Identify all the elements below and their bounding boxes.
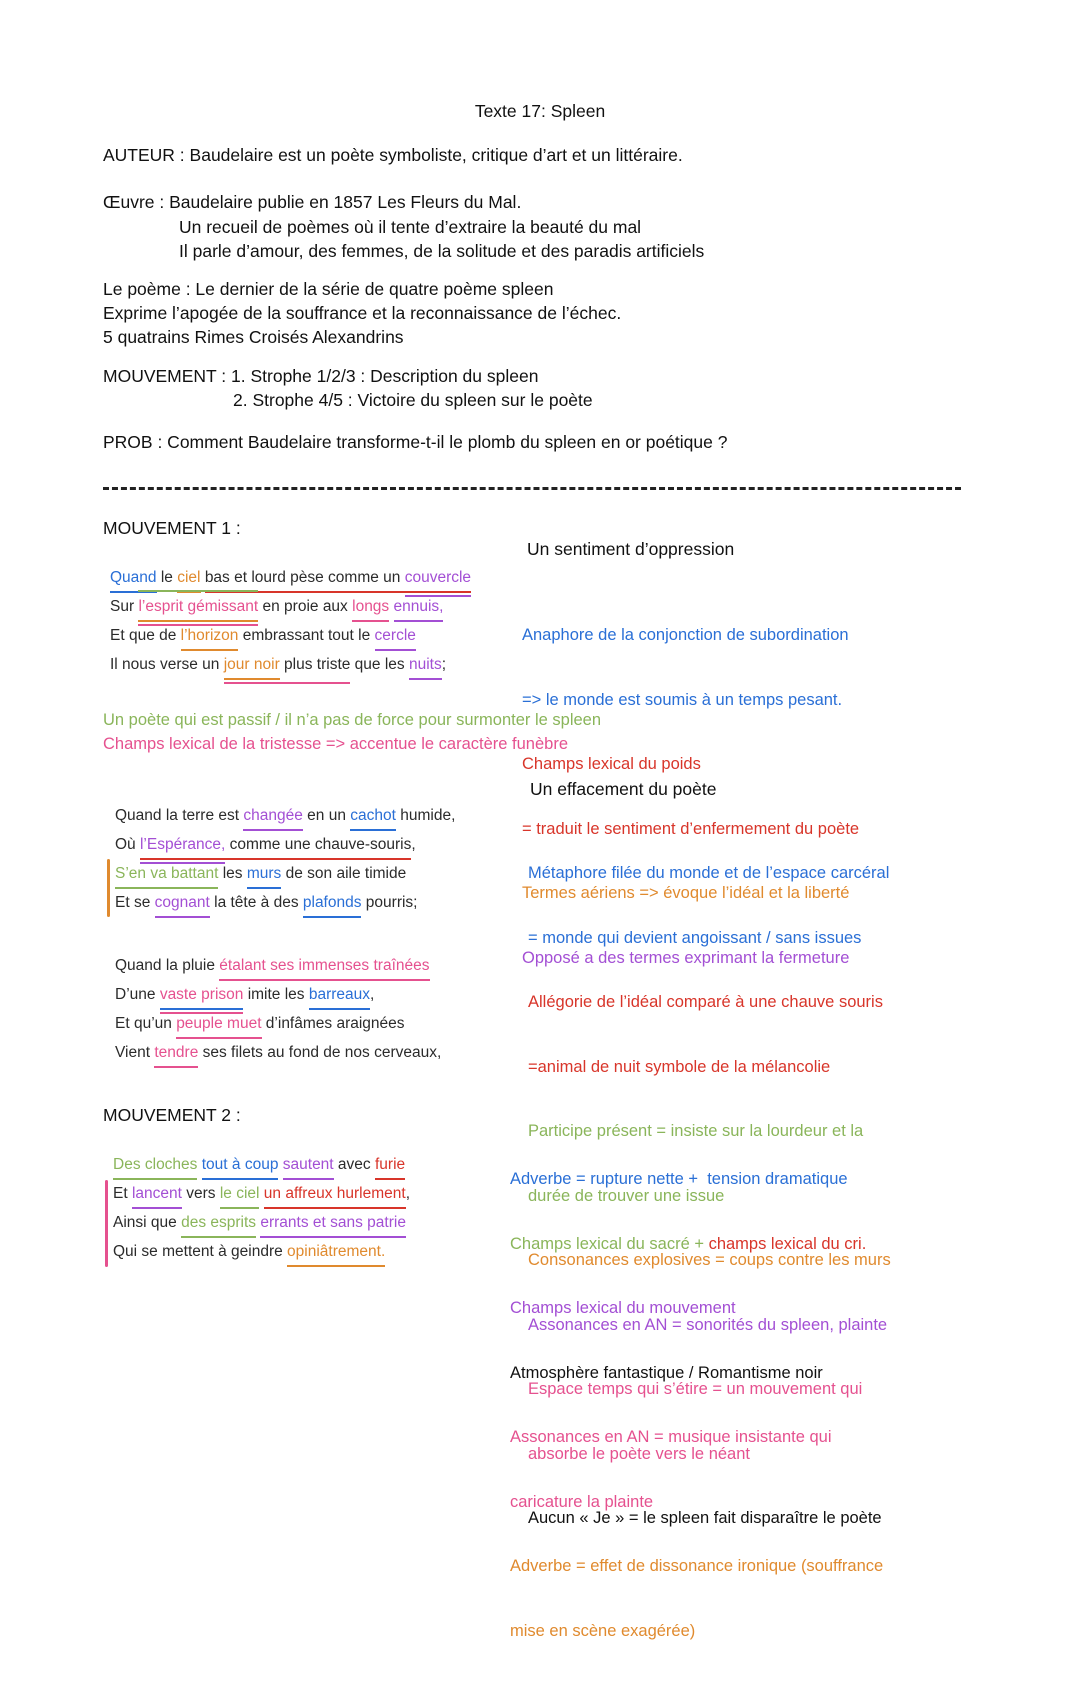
mouvement-plan-line-2: 2. Strophe 4/5 : Victoire du spleen sur le poète (233, 390, 593, 410)
poem-text: Et (113, 1185, 132, 1202)
poem-text: en proie aux (258, 598, 353, 615)
annotation-line: Assonances en AN = sonorités du spleen, plainte (528, 1315, 888, 1334)
poem-phrase-sen-va-battant: S’en va battant (115, 859, 218, 888)
poem-text: D’une (115, 986, 160, 1003)
annotation-line: durée de trouver une issue (528, 1186, 725, 1205)
poem-text: pourris; (361, 894, 418, 911)
poem-text: Ainsi que (113, 1214, 182, 1231)
poem-word-furie: furie (375, 1150, 405, 1179)
poem-word-longs: longs (352, 592, 389, 621)
poem-text: Et se (115, 894, 155, 911)
poem-text: plus triste (279, 656, 351, 673)
poem-text: , (411, 836, 416, 853)
annotation-line: Espace temps qui s’étire = un mouvement qui (528, 1380, 863, 1398)
mouvement-1-heading: MOUVEMENT 1 : (103, 518, 241, 538)
note-line-tristesse: Champs lexical de la tristesse => accentue le caractère funèbre (103, 735, 568, 753)
poem-phrase-esprit-gemissant (138, 592, 258, 621)
margin-bracket-orange (107, 859, 110, 917)
poem-text: imite les (243, 986, 309, 1003)
problematique-line: PROB : Comment Baudelaire transforme-t-il le plomb du spleen en or poétique ? (103, 432, 728, 452)
annotation-line: Participe présent = insiste sur la lourdeur et la (528, 1122, 864, 1140)
poem-word-horizon: l’horizon (181, 621, 239, 650)
poem-word-quand: Quand (110, 563, 157, 592)
poem-word-changee: changée (243, 801, 302, 830)
poem-word-jour-noir: jour noir (224, 650, 280, 679)
poem-line (110, 621, 471, 650)
poem-underline-green (138, 592, 258, 621)
poem-word-nuits: nuits (409, 650, 442, 679)
poem-word-ennuis: ennuis, (394, 592, 444, 621)
poem-word-couvercle: couvercle (405, 563, 471, 592)
annotation-line: = traduit le sentiment d’enfermement du poète (522, 819, 860, 838)
poem-text: bas et lourd pèse comme un (204, 569, 405, 586)
poem-word-opiniatrement: opiniâtrement. (287, 1237, 385, 1266)
poem-phrase-des-esprits: des esprits (181, 1208, 256, 1237)
poem-line (115, 1009, 441, 1038)
poem-text: comme une chauve-souris (225, 836, 412, 853)
annotation-line: absorbe le poète vers le néant (528, 1444, 750, 1463)
poem-text: ses filets au fond de nos cerveaux, (198, 1044, 442, 1061)
annotation-line: Métaphore filée du monde et de l’espace carcéral (528, 864, 890, 882)
poem-line (113, 1237, 410, 1266)
poem-phrase-affreux-hurlement: un affreux hurlement (264, 1179, 406, 1208)
poem-phrase-des-cloches: Des cloches (113, 1150, 197, 1179)
annotation-line: Anaphore de la conjonction de subordination (522, 626, 849, 644)
margin-bracket-pink (105, 1180, 108, 1267)
poem-phrase-le-ciel: le ciel (220, 1179, 260, 1208)
document-title: Texte 17: Spleen (474, 101, 606, 121)
mouvement-2-heading: MOUVEMENT 2 : (103, 1105, 241, 1125)
poem-line (115, 801, 455, 830)
oeuvre-line-2: Un recueil de poèmes où il tente d’extraire la beauté du mal (179, 217, 642, 237)
annotation-block-mouvement2 (510, 1126, 883, 1685)
poem-text: les (218, 865, 247, 882)
annotation-fragment-cri: champs lexical du cri. (708, 1234, 867, 1253)
annotation-line: Termes aériens => évoque l’idéal et la liberté (522, 884, 850, 902)
poem-word-tendre: tendre (154, 1038, 198, 1067)
poem-stanza-3 (115, 951, 441, 1067)
poem-word-murs: murs (247, 859, 281, 888)
poem-phrase-peuple-muet: peuple muet (176, 1009, 261, 1038)
annotation-fragment-sacre: Champs lexical du sacré + (510, 1234, 709, 1253)
poem-text: Qui se mettent à geindre (113, 1243, 288, 1260)
annotation-line: Atmosphère fantastique / Romantisme noir (510, 1363, 823, 1382)
poem-text: Où (115, 836, 140, 853)
annotation-line: Adverbe = effet de dissonance ironique (souffrance (510, 1557, 884, 1575)
poem-line (113, 1179, 410, 1208)
annotation-line: Assonances en AN = musique insistante qui (510, 1428, 832, 1446)
poem-word-cognant: cognant (155, 888, 210, 917)
section-divider (103, 487, 961, 490)
poem-text: embrassant tout le (238, 627, 375, 644)
poem-text: d’infâmes araignées (261, 1015, 405, 1032)
poem-text: Sur (110, 598, 139, 615)
poem-word-cercle: cercle (375, 621, 416, 650)
poem-phrase-chauve-souris (140, 830, 411, 859)
poem-line (115, 980, 441, 1009)
poem-phrase-etalant-trainees: étalant ses immenses traînées (219, 951, 429, 980)
poem-text: humide, (395, 807, 456, 824)
poem-text: que les (350, 656, 409, 673)
poem-line (113, 1150, 410, 1179)
poem-line (115, 951, 441, 980)
annotation-line-mixed (510, 1234, 883, 1256)
poem-text: Et que de (110, 627, 181, 644)
poem-stanza-1 (110, 563, 471, 679)
poem-line (115, 888, 455, 917)
poem-line (113, 1208, 410, 1237)
poem-word-cachot: cachot (350, 801, 396, 830)
annotation-line: Champs lexical du poids (522, 755, 701, 773)
poem-text: avec (333, 1156, 375, 1173)
annotation-line: = monde qui devient angoissant / sans issues (528, 928, 862, 947)
poem-word-ciel: ciel (177, 563, 200, 592)
poem-phrase-poids (205, 563, 471, 592)
poem-text: vers (181, 1185, 220, 1202)
annotation-line: mise en scène exagérée) (510, 1621, 696, 1640)
poem-text: le (156, 569, 178, 586)
poem-phrase-tout-a-coup: tout à coup (202, 1150, 279, 1179)
poem-text: , (405, 1185, 410, 1202)
annotation-line: Aucun « Je » = le spleen fait disparaître le poète (528, 1509, 882, 1527)
mouvement-plan-line-1: MOUVEMENT : 1. Strophe 1/2/3 : Description du spleen (103, 366, 539, 386)
poem-phrase-jour-noir-triste (224, 650, 351, 679)
poem-word-barreaux: barreaux (309, 980, 370, 1009)
oeuvre-line-1: Œuvre : Baudelaire publie en 1857 Les Fleurs du Mal. (103, 192, 522, 212)
poem-underline-pink: l’esprit gémissant (138, 592, 258, 621)
annotation-line: => le monde est soumis à un temps pesant. (522, 690, 843, 709)
poem-line (110, 563, 471, 592)
poem-phrase-vaste-prison (160, 980, 244, 1009)
annotation-line: Champs lexical du mouvement (510, 1299, 736, 1317)
poeme-line-2: Exprime l’apogée de la souffrance et la reconnaissance de l’échec. (103, 303, 622, 323)
poem-line (110, 592, 471, 621)
poeme-line-3: 5 quatrains Rimes Croisés Alexandrins (103, 327, 404, 347)
poem-word-esperance: l’Espérance, (140, 830, 225, 859)
poem-word-plafonds: plafonds (303, 888, 362, 917)
annotation-line: Allégorie de l’idéal comparé à une chauve souris (528, 993, 883, 1011)
poem-text: ; (441, 656, 447, 673)
annotation-title-effacement: Un effacement du poète (530, 779, 717, 799)
poem-text: Quand la pluie (115, 957, 220, 974)
annotation-line: Opposé a des termes exprimant la fermeture (522, 948, 850, 967)
poem-text: Et qu’un (115, 1015, 177, 1032)
poem-word-sautent: sautent (283, 1150, 334, 1179)
poem-underline-pink: vaste prison (160, 980, 244, 1009)
note-line-passif: Un poète qui est passif / il n’a pas de force pour surmonter le spleen (103, 711, 602, 729)
auteur-line: AUTEUR : Baudelaire est un poète symboliste, critique d’art et un littéraire. (103, 145, 683, 165)
poem-line (115, 830, 455, 859)
poem-word-lancent: lancent (132, 1179, 182, 1208)
poem-line (115, 859, 455, 888)
annotation-title-oppression: Un sentiment d’oppression (527, 539, 735, 559)
oeuvre-line-3: Il parle d’amour, des femmes, de la solitude et des paradis artificiels (179, 241, 705, 261)
poem-line (110, 650, 471, 679)
annotation-line: =animal de nuit symbole de la mélancolie (528, 1057, 831, 1076)
poem-text: de son aile timide (281, 865, 407, 882)
poem-stanza-2 (115, 801, 455, 917)
poem-text: la tête à des (209, 894, 303, 911)
annotation-line: caricature la plainte (510, 1492, 654, 1511)
annotation-line: Adverbe = rupture nette + tension dramatique (510, 1170, 848, 1188)
poem-stanza-4 (113, 1150, 410, 1266)
poem-text: en un (302, 807, 351, 824)
poem-line (115, 1038, 441, 1067)
poem-text: Il nous verse un (110, 656, 224, 673)
poem-text: Quand la terre est (115, 807, 244, 824)
poem-text: , (370, 986, 375, 1003)
annotation-line: Consonances explosives = coups contre les murs (528, 1251, 891, 1269)
poeme-line-1: Le poème : Le dernier de la série de quatre poème spleen (103, 279, 554, 299)
poem-text: Vient (115, 1044, 155, 1061)
poem-phrase-errants-sans-patrie: errants et sans patrie (260, 1208, 406, 1237)
